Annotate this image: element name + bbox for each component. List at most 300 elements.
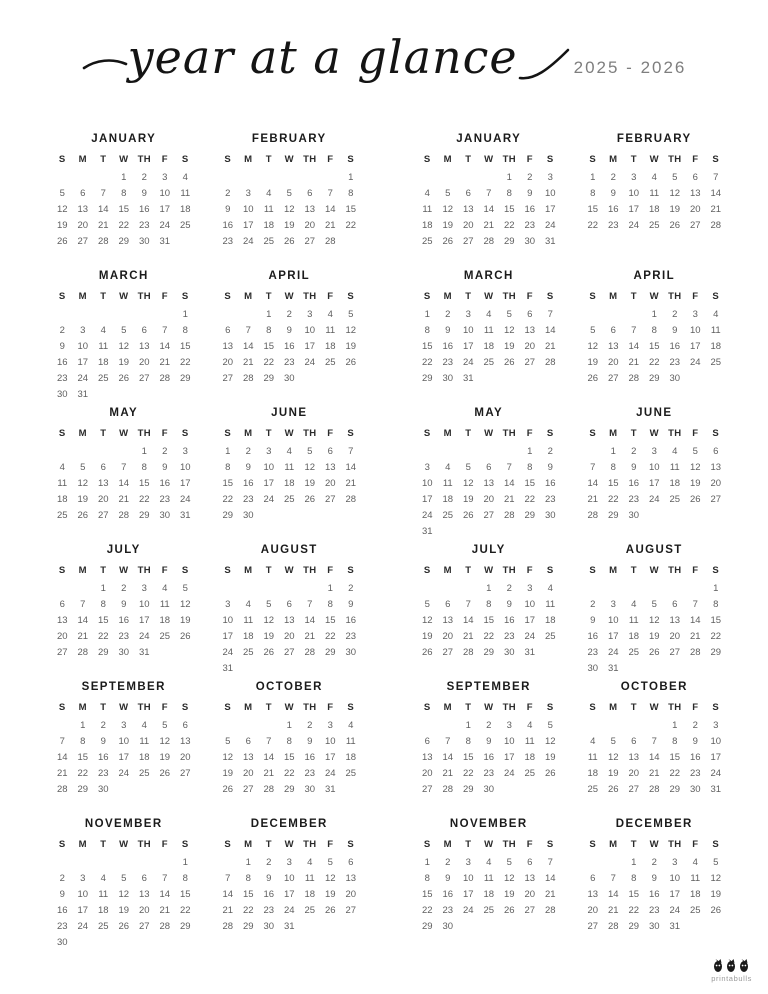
date-cell: 11	[263, 204, 274, 215]
date-cell: 6	[80, 188, 86, 199]
date-cell: 17	[689, 341, 701, 352]
date-cell: 9	[486, 736, 492, 747]
day-header: M	[78, 154, 87, 165]
empty-cell	[417, 170, 438, 186]
day-header: T	[100, 565, 107, 576]
date-cell: 5	[286, 188, 292, 199]
date-cell: 24	[138, 631, 150, 642]
date-cell: 14	[503, 478, 515, 489]
date-cell: 23	[607, 220, 619, 231]
date-cell: 2	[651, 857, 657, 868]
date-cell: 11	[284, 462, 295, 473]
date-cell: 22	[138, 494, 150, 505]
date-cell: 25	[710, 357, 722, 368]
empty-cell	[479, 444, 500, 460]
date-cell: 28	[159, 921, 171, 932]
date-cell: 21	[77, 631, 89, 642]
date-cell: 22	[462, 768, 474, 779]
day-header: W	[649, 154, 659, 165]
date-cell: 12	[159, 736, 171, 747]
date-cell: 4	[547, 583, 553, 594]
day-header: TH	[502, 154, 516, 165]
date-cell: 29	[179, 921, 191, 932]
date-cell: 7	[651, 736, 657, 747]
month-december-2026	[583, 818, 727, 955]
date-cell: 11	[710, 325, 721, 336]
date-cell: 28	[242, 373, 254, 384]
date-cell: 21	[442, 768, 454, 779]
date-cell: 7	[59, 736, 65, 747]
day-header: F	[327, 839, 334, 850]
date-cell: 19	[669, 204, 681, 215]
date-cell: 18	[242, 631, 254, 642]
date-cell: 1	[245, 857, 251, 868]
date-cell: 13	[138, 341, 150, 352]
month-day-grid	[417, 701, 561, 798]
date-cell: 7	[348, 446, 354, 457]
date-cell: 3	[80, 325, 86, 336]
day-header: S	[589, 702, 597, 713]
date-cell: 31	[77, 389, 89, 400]
day-header: TH	[303, 702, 317, 713]
month-title: JUNE	[636, 407, 673, 419]
date-cell: 16	[304, 752, 316, 763]
date-cell: 28	[263, 784, 275, 795]
date-cell: 30	[118, 647, 130, 658]
date-cell: 25	[97, 921, 109, 932]
date-cell: 24	[263, 494, 275, 505]
month-april-2025	[218, 270, 362, 407]
date-cell: 29	[648, 373, 660, 384]
day-header: S	[589, 839, 597, 850]
day-header: S	[58, 702, 66, 713]
day-header: M	[244, 565, 253, 576]
date-cell: 4	[692, 857, 698, 868]
month-day-grid	[52, 838, 196, 951]
date-cell: 3	[610, 599, 616, 610]
date-cell: 16	[689, 752, 701, 763]
date-cell: 9	[547, 462, 553, 473]
date-cell: 4	[348, 720, 354, 731]
day-header: S	[58, 291, 66, 302]
date-cell: 11	[669, 462, 680, 473]
date-cell: 9	[162, 462, 168, 473]
date-cell: 8	[266, 325, 272, 336]
date-cell: 9	[141, 188, 147, 199]
date-cell: 12	[324, 873, 336, 884]
date-cell: 26	[222, 784, 234, 795]
date-cell: 30	[345, 647, 357, 658]
date-cell: 7	[692, 599, 698, 610]
date-cell: 13	[587, 889, 599, 900]
date-cell: 17	[118, 752, 130, 763]
date-cell: 1	[424, 309, 430, 320]
month-july-2026	[417, 544, 561, 681]
day-header: S	[546, 565, 554, 576]
date-cell: 23	[263, 905, 275, 916]
date-cell: 22	[179, 357, 191, 368]
date-cell: 27	[421, 784, 433, 795]
date-cell: 24	[689, 357, 701, 368]
date-cell: 2	[506, 583, 512, 594]
day-header: W	[284, 154, 294, 165]
month-day-grid	[218, 564, 362, 677]
empty-cell	[114, 444, 135, 460]
date-cell: 23	[118, 631, 130, 642]
month-day-grid	[417, 838, 561, 935]
day-header: T	[265, 565, 272, 576]
day-header: W	[649, 565, 659, 576]
date-cell: 18	[483, 341, 495, 352]
date-cell: 2	[245, 446, 251, 457]
date-cell: 10	[628, 188, 640, 199]
date-cell: 26	[56, 236, 68, 247]
date-cell: 15	[118, 204, 130, 215]
day-header: M	[244, 291, 253, 302]
date-cell: 26	[689, 494, 701, 505]
date-cell: 3	[713, 720, 719, 731]
date-cell: 29	[324, 647, 336, 658]
date-cell: 15	[242, 889, 254, 900]
day-header: F	[161, 702, 168, 713]
empty-cell	[73, 855, 94, 871]
date-cell: 16	[263, 889, 275, 900]
day-header: M	[244, 839, 253, 850]
date-cell: 16	[524, 204, 536, 215]
date-cell: 18	[179, 204, 191, 215]
day-header: S	[181, 291, 189, 302]
date-cell: 16	[544, 478, 556, 489]
date-cell: 13	[607, 341, 619, 352]
date-cell: 16	[283, 341, 295, 352]
month-title: APRIL	[633, 270, 675, 282]
day-header: T	[630, 839, 637, 850]
date-cell: 13	[179, 736, 191, 747]
date-cell: 25	[324, 357, 336, 368]
date-cell: 28	[607, 921, 619, 932]
empty-cell	[259, 170, 280, 186]
date-cell: 24	[222, 647, 234, 658]
day-header: T	[465, 565, 472, 576]
date-cell: 17	[710, 752, 722, 763]
day-header: M	[443, 565, 452, 576]
date-cell: 6	[141, 873, 147, 884]
date-cell: 10	[524, 599, 536, 610]
date-cell: 30	[56, 389, 68, 400]
date-cell: 5	[225, 736, 231, 747]
date-cell: 12	[263, 615, 275, 626]
date-cell: 28	[544, 905, 556, 916]
day-header: W	[649, 428, 659, 439]
date-cell: 26	[669, 220, 681, 231]
date-cell: 10	[544, 188, 556, 199]
date-cell: 2	[286, 309, 292, 320]
date-cell: 17	[242, 220, 254, 231]
day-header: T	[100, 154, 107, 165]
date-cell: 14	[97, 204, 109, 215]
date-cell: 22	[263, 357, 275, 368]
date-cell: 19	[503, 341, 515, 352]
day-header: TH	[668, 154, 682, 165]
month-day-grid	[417, 290, 561, 387]
date-cell: 4	[286, 446, 292, 457]
day-header: F	[526, 839, 533, 850]
date-cell: 20	[442, 631, 454, 642]
day-header: S	[224, 154, 232, 165]
date-cell: 17	[77, 905, 89, 916]
date-cell: 3	[141, 583, 147, 594]
day-header: M	[609, 154, 618, 165]
date-cell: 16	[242, 478, 254, 489]
date-cell: 6	[527, 857, 533, 868]
date-cell: 16	[483, 752, 495, 763]
date-cell: 14	[324, 204, 336, 215]
date-cell: 24	[118, 768, 130, 779]
date-cell: 1	[465, 720, 471, 731]
date-cell: 16	[159, 478, 171, 489]
date-cell: 6	[348, 857, 354, 868]
date-cell: 21	[345, 478, 357, 489]
date-cell: 6	[713, 446, 719, 457]
month-day-grid	[417, 564, 561, 661]
date-cell: 14	[462, 615, 474, 626]
date-cell: 10	[324, 736, 336, 747]
day-header: F	[526, 702, 533, 713]
date-cell: 11	[180, 188, 191, 199]
date-cell: 1	[713, 583, 719, 594]
date-cell: 28	[345, 494, 357, 505]
date-cell: 22	[628, 905, 640, 916]
date-cell: 9	[610, 188, 616, 199]
date-cell: 3	[692, 309, 698, 320]
day-header: S	[423, 154, 431, 165]
day-header: TH	[137, 291, 151, 302]
date-cell: 14	[710, 188, 722, 199]
date-cell: 23	[628, 494, 640, 505]
day-header: S	[712, 291, 720, 302]
date-cell: 9	[672, 325, 678, 336]
day-header: F	[161, 565, 168, 576]
date-cell: 26	[648, 647, 660, 658]
day-header: M	[609, 702, 618, 713]
empty-cell	[218, 581, 239, 597]
month-day-grid	[583, 290, 727, 387]
date-cell: 3	[80, 873, 86, 884]
day-header: TH	[137, 839, 151, 850]
date-cell: 31	[462, 373, 474, 384]
date-cell: 29	[222, 510, 234, 521]
date-cell: 27	[77, 236, 89, 247]
date-cell: 2	[348, 583, 354, 594]
date-cell: 10	[77, 889, 89, 900]
month-day-grid	[218, 153, 362, 250]
date-cell: 20	[462, 220, 474, 231]
date-cell: 19	[648, 631, 660, 642]
date-cell: 30	[242, 510, 254, 521]
date-cell: 22	[179, 905, 191, 916]
empty-cell	[583, 718, 604, 734]
date-cell: 6	[692, 172, 698, 183]
date-cell: 13	[97, 478, 109, 489]
day-header: M	[443, 839, 452, 850]
date-cell: 19	[462, 494, 474, 505]
date-cell: 14	[587, 478, 599, 489]
date-cell: 16	[222, 220, 234, 231]
date-cell: 13	[483, 478, 495, 489]
date-cell: 19	[222, 768, 234, 779]
date-cell: 9	[651, 873, 657, 884]
date-cell: 6	[307, 188, 313, 199]
empty-cell	[155, 307, 176, 323]
date-cell: 2	[610, 172, 616, 183]
month-march-2026	[417, 270, 561, 407]
day-header: TH	[502, 565, 516, 576]
date-cell: 7	[590, 462, 596, 473]
empty-cell	[624, 581, 645, 597]
date-cell: 2	[266, 857, 272, 868]
empty-cell	[218, 718, 239, 734]
day-header: M	[609, 428, 618, 439]
date-cell: 23	[56, 921, 68, 932]
date-cell: 3	[182, 446, 188, 457]
month-february-2025	[218, 133, 362, 270]
date-cell: 17	[304, 341, 316, 352]
date-cell: 17	[524, 615, 536, 626]
date-cell: 4	[527, 720, 533, 731]
empty-cell	[438, 170, 459, 186]
date-cell: 26	[159, 768, 171, 779]
date-cell: 17	[669, 889, 681, 900]
page-header	[0, 30, 768, 94]
date-cell: 30	[56, 937, 68, 948]
date-cell: 21	[304, 631, 316, 642]
date-cell: 13	[304, 204, 316, 215]
date-cell: 11	[325, 325, 336, 336]
day-header: F	[161, 428, 168, 439]
date-cell: 4	[141, 720, 147, 731]
date-cell: 20	[283, 631, 295, 642]
date-cell: 11	[545, 599, 556, 610]
day-header: M	[443, 291, 452, 302]
date-cell: 28	[324, 236, 336, 247]
day-header: S	[589, 291, 597, 302]
date-cell: 29	[283, 784, 295, 795]
day-header: T	[100, 702, 107, 713]
date-cell: 10	[669, 873, 681, 884]
date-cell: 12	[462, 478, 474, 489]
date-cell: 1	[672, 720, 678, 731]
date-cell: 7	[610, 873, 616, 884]
date-cell: 9	[245, 462, 251, 473]
day-header: M	[78, 839, 87, 850]
month-october-2025	[218, 681, 362, 818]
date-cell: 17	[544, 204, 556, 215]
date-cell: 15	[77, 752, 89, 763]
day-header: S	[224, 702, 232, 713]
date-cell: 30	[628, 510, 640, 521]
date-cell: 7	[100, 188, 106, 199]
day-header: T	[630, 154, 637, 165]
date-cell: 28	[544, 357, 556, 368]
date-cell: 10	[159, 188, 171, 199]
date-cell: 12	[503, 325, 515, 336]
date-cell: 29	[242, 921, 254, 932]
date-cell: 20	[242, 768, 254, 779]
date-cell: 19	[607, 768, 619, 779]
date-cell: 12	[689, 462, 701, 473]
title-left-flourish-icon	[82, 34, 128, 94]
date-cell: 23	[503, 631, 515, 642]
date-cell: 27	[242, 784, 254, 795]
date-cell: 15	[421, 341, 433, 352]
month-title: APRIL	[268, 270, 310, 282]
date-cell: 16	[118, 615, 130, 626]
date-cell: 21	[628, 357, 640, 368]
day-header: F	[526, 291, 533, 302]
date-cell: 25	[97, 373, 109, 384]
day-header: T	[265, 702, 272, 713]
date-cell: 14	[304, 615, 316, 626]
day-header: W	[284, 291, 294, 302]
date-cell: 26	[462, 510, 474, 521]
date-cell: 13	[710, 462, 722, 473]
date-cell: 5	[121, 873, 127, 884]
date-cell: 22	[77, 768, 89, 779]
date-cell: 11	[422, 204, 433, 215]
date-cell: 11	[628, 615, 639, 626]
date-cell: 9	[59, 889, 65, 900]
date-cell: 11	[524, 736, 535, 747]
date-cell: 10	[689, 325, 701, 336]
date-cell: 24	[648, 494, 660, 505]
date-cell: 12	[648, 615, 660, 626]
date-cell: 9	[527, 188, 533, 199]
date-cell: 9	[266, 873, 272, 884]
day-header: TH	[137, 702, 151, 713]
date-cell: 2	[121, 583, 127, 594]
date-cell: 20	[483, 494, 495, 505]
day-header: S	[181, 428, 189, 439]
date-cell: 10	[263, 462, 275, 473]
date-cell: 19	[283, 220, 295, 231]
day-header: S	[423, 565, 431, 576]
day-header: T	[465, 702, 472, 713]
date-cell: 23	[222, 236, 234, 247]
date-cell: 2	[162, 446, 168, 457]
day-header: S	[546, 702, 554, 713]
date-cell: 7	[547, 309, 553, 320]
date-cell: 7	[506, 462, 512, 473]
day-header: TH	[668, 702, 682, 713]
date-cell: 4	[307, 857, 313, 868]
date-cell: 13	[628, 752, 640, 763]
date-cell: 9	[692, 736, 698, 747]
date-cell: 20	[669, 631, 681, 642]
month-february-2026	[583, 133, 727, 270]
month-day-grid	[583, 427, 727, 524]
month-day-grid	[417, 153, 561, 250]
date-cell: 15	[179, 889, 191, 900]
date-cell: 23	[159, 494, 171, 505]
month-title: JANUARY	[91, 133, 157, 145]
date-cell: 4	[631, 599, 637, 610]
date-cell: 7	[121, 462, 127, 473]
date-cell: 28	[118, 510, 130, 521]
day-header: M	[244, 702, 253, 713]
date-cell: 10	[607, 615, 619, 626]
date-cell: 7	[80, 599, 86, 610]
empty-cell	[417, 718, 438, 734]
